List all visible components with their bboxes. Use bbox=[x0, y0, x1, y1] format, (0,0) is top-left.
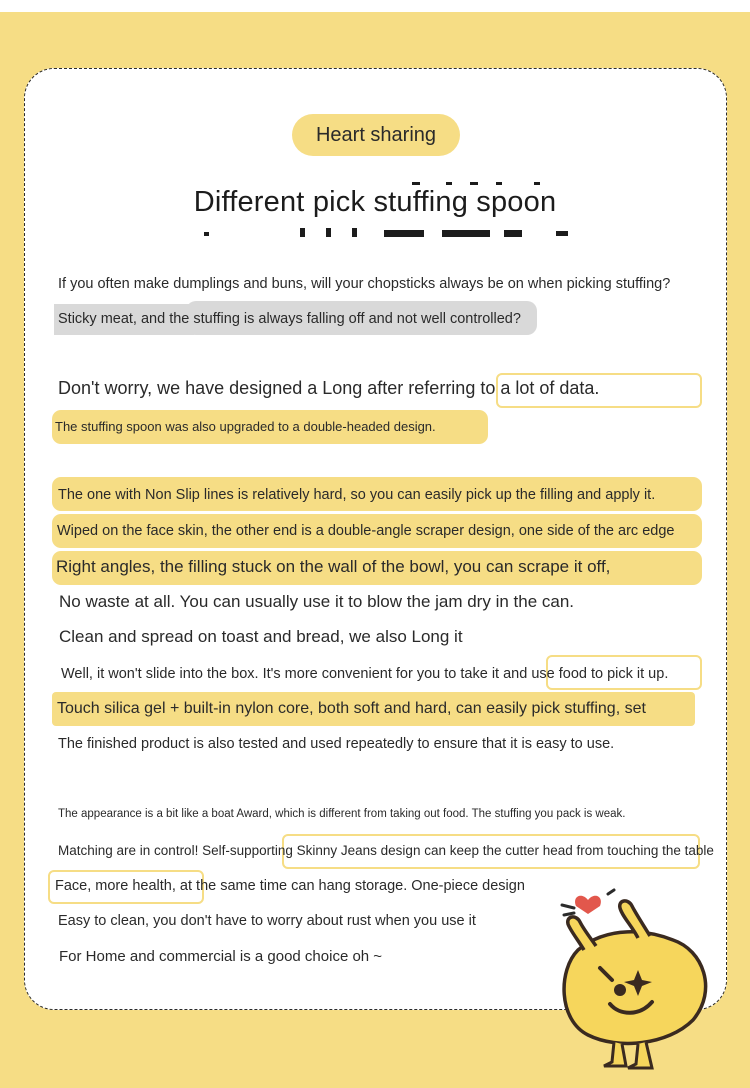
title-ghost-dash bbox=[534, 182, 540, 185]
title-ghost-dash bbox=[556, 231, 568, 236]
paragraph-line: Face, more health, at the same time can hang storage. One-piece design bbox=[55, 878, 525, 894]
paragraph-line: Clean and spread on toast and bread, we also Long it bbox=[59, 627, 463, 646]
top-strip bbox=[0, 0, 750, 12]
paragraph-line: The stuffing spoon was also upgraded to a double-headed design. bbox=[55, 419, 436, 434]
paragraph-line: For Home and commercial is a good choice oh ~ bbox=[59, 948, 383, 965]
paragraph-line: Don't worry, we have designed a Long after referring to a lot of data. bbox=[58, 378, 600, 398]
paragraph-line: The finished product is also tested and used repeatedly to ensure that it is easy to use. bbox=[58, 736, 615, 752]
title-ghost-dash bbox=[352, 228, 357, 237]
heart-sharing-badge: Heart sharing bbox=[292, 114, 460, 156]
paragraph-line: If you often make dumplings and buns, will your chopsticks always be on when picking stuffing? bbox=[58, 276, 671, 292]
title-ghost-dash bbox=[504, 230, 522, 237]
title-ghost-dash bbox=[470, 182, 478, 185]
title-ghost-dash bbox=[300, 228, 305, 237]
paragraph-line: Touch silica gel + built-in nylon core, both soft and hard, can easily pick stuffing, set bbox=[57, 700, 646, 717]
dumpling-mascot-icon bbox=[548, 880, 718, 1080]
title-ghost-dash bbox=[384, 230, 424, 237]
title-ghost-dash bbox=[412, 182, 420, 185]
paragraph-line: The appearance is a bit like a boat Award, which is different from taking out food. The stuffing you pack is weak. bbox=[58, 808, 626, 820]
paragraph-line: Easy to clean, you don't have to worry about rust when you use it bbox=[58, 913, 476, 929]
title-ghost-dash bbox=[326, 228, 331, 237]
title-ghost-dash bbox=[446, 182, 452, 185]
title-ghost-dash bbox=[442, 230, 490, 237]
paragraph-line: Sticky meat, and the stuffing is always falling off and not well controlled? bbox=[58, 311, 521, 327]
paragraph-line: Wiped on the face skin, the other end is a double-angle scraper design, one side of the arc edge bbox=[57, 523, 675, 539]
page-title: Different pick stuffing spoon bbox=[193, 186, 557, 218]
title-ghost-dash bbox=[204, 232, 209, 236]
heart-icon bbox=[575, 896, 601, 914]
title-ghost-dash bbox=[496, 182, 502, 185]
paragraph-line: Well, it won't slide into the box. It's more convenient for you to take it and use food to pick it up. bbox=[61, 666, 669, 682]
paragraph-line: No waste at all. You can usually use it to blow the jam dry in the can. bbox=[59, 592, 575, 611]
paragraph-line: The one with Non Slip lines is relatively hard, so you can easily pick up the filling and apply it. bbox=[58, 487, 656, 503]
paragraph-line: Right angles, the filling stuck on the wall of the bowl, you can scrape it off, bbox=[56, 557, 611, 576]
paragraph-line: Matching are in control! Self-supporting Skinny Jeans design can keep the cutter head from touching the table bbox=[58, 843, 714, 858]
